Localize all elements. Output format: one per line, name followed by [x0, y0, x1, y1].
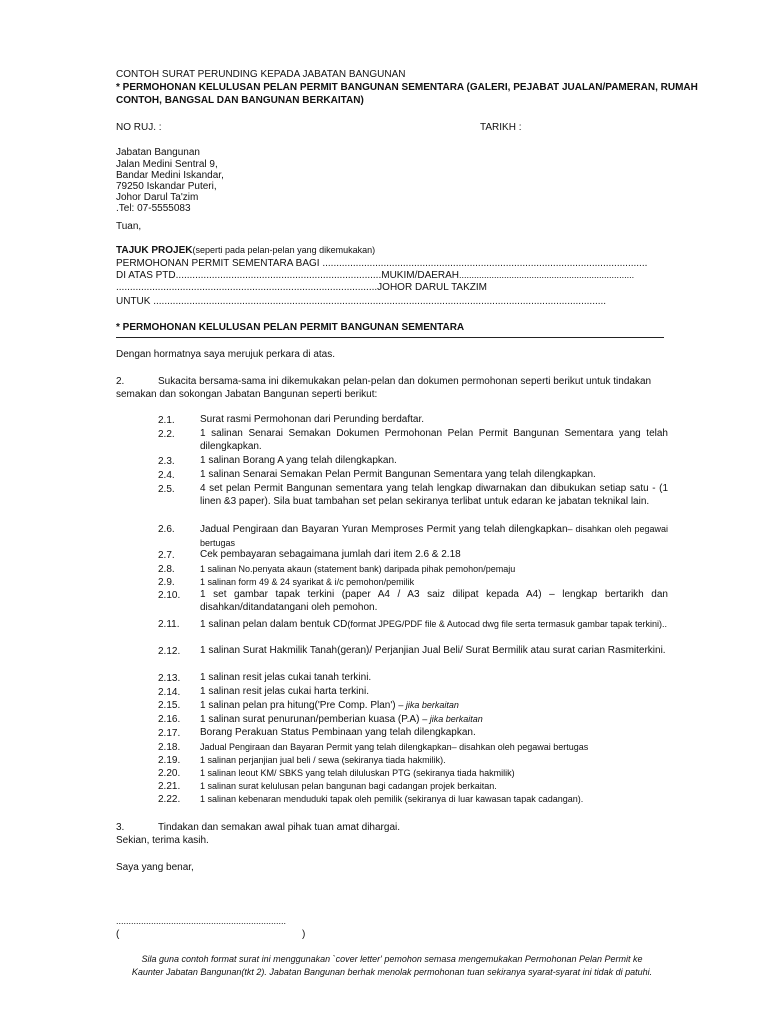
item-number: 2.4. [158, 470, 175, 481]
project-line: UNTUK ................................................................................................................................................................... [116, 296, 607, 307]
item-number: 2.10. [158, 590, 181, 601]
item-number: 2.19. [158, 755, 181, 766]
item-number: 2.3. [158, 456, 175, 467]
closing-signoff: Saya yang benar, [116, 862, 194, 873]
list-item: Cek pembayaran sebagaimana jumlah dari item 2.6 & 2.18 [200, 549, 461, 560]
project-line: PERMOHONAN PERMIT SEMENTARA BAGI ..................................................................................................................... [116, 258, 648, 269]
item-text: 1 salinan pelan pra hitung('Pre Comp. Plan') [200, 700, 399, 711]
project-line [116, 270, 634, 281]
list-item: 4 set pelan Permit Bangunan sementara yang telah lengkap diwarnakan dan dibukukan setiap satu - (1 linen &3 paper). Sila buat tambahan set pelan sekiranya terlibat untuk edaran ke jabatan teknikal lain. [200, 483, 668, 507]
paragraph-number: 2. [116, 376, 125, 387]
address-line: 79250 Iskandar Puteri, [116, 181, 217, 192]
address-line: Jabatan Bangunan [116, 147, 200, 158]
list-item: Borang Perakuan Status Pembinaan yang telah dilengkapkan. [200, 727, 476, 738]
paragraph-text: Tindakan dan semakan awal pihak tuan amat dihargai. [158, 822, 401, 833]
item-note: – jika berkaitan [422, 714, 483, 724]
item-note: – disahkan oleh pegawai bertugas [200, 524, 668, 548]
list-item [200, 699, 668, 713]
item-number: 2.15. [158, 700, 181, 711]
ref-number-label: NO RUJ. : [116, 122, 162, 133]
list-item: 1 salinan resit jelas cukai harta terkini. [200, 686, 369, 697]
paragraph-text: Sukacita bersama-sama ini dikemukakan pelan-pelan dan dokumen permohonan seperti berikut untuk tindakan [158, 376, 652, 387]
list-item: 1 set gambar tapak terkini (paper A4 / A3 saiz dilipat kepada A4) – lengkap bertarikh dan disahkan/ditandatangani oleh pemohon. [200, 589, 668, 613]
item-text: Jadual Pengiraan dan Bayaran Yuran Memproses Permit yang telah dilengkapkan [200, 524, 568, 535]
address-line: Jalan Medini Sentral 9, [116, 159, 218, 170]
item-number: 2.17. [158, 728, 181, 739]
paragraph-text: semakan dan sokongan Jabatan Bangunan seperti berikut: [116, 389, 378, 400]
footnote-line: Kaunter Jabatan Bangunan(tkt 2). Jabatan Bangunan berhak menolak permohonan tuan sekiranya syarat-syarat ini tidak di patuhi. [131, 967, 653, 977]
item-number: 2.18. [158, 742, 181, 753]
project-title-label: TAJUK PROJEK [116, 245, 193, 256]
list-item: 1 salinan leout KM/ SBKS yang telah diluluskan PTG (sekiranya tiada hakmilik) [200, 768, 515, 778]
list-item: 1 salinan Surat Hakmilik Tanah(geran)/ Perjanjian Jual Beli/ Surat Bermilik atau surat carian Rasmiterkini. [200, 645, 666, 656]
list-item [200, 523, 668, 550]
header-subject-line1: * PERMOHONAN KELULUSAN PELAN PERMIT BANGUNAN SEMENTARA (GALERI, PEJABAT JUALAN/PAMERAN, RUMAH [116, 82, 698, 93]
item-number: 2.5. [158, 484, 175, 495]
item-number: 2.13. [158, 673, 181, 684]
closing-thanks: Sekian, terima kasih. [116, 835, 209, 846]
item-number: 2.20. [158, 768, 181, 779]
list-item: 1 salinan Senarai Semakan Pelan Permit Bangunan Sementara yang telah dilengkapkan. [200, 469, 596, 480]
item-text: 1 salinan surat penurunan/pemberian kuasa (P.A) [200, 714, 423, 725]
item-number: 2.9. [158, 577, 175, 588]
list-item: 1 salinan Senarai Semakan Dokumen Permohonan Pelan Permit Bangunan Sementara yang telah dilengkapkan. [200, 428, 668, 452]
salutation: Tuan, [116, 221, 142, 232]
item-number: 2.21. [158, 781, 181, 792]
item-number: 2.7. [158, 550, 175, 561]
list-item: 1 salinan perjanjian jual beli / sewa (sekiranya tiada hakmilik). [200, 755, 446, 765]
project-line: ..............................................................................................JOHOR DARUL TAKZIM [116, 282, 487, 293]
item-number: 2.11. [158, 619, 180, 630]
project-title [116, 245, 375, 256]
item-note: (format JPEG/PDF file & Autocad dwg file serta termasuk gambar tapak terkini).. [347, 619, 667, 629]
item-number: 2.12. [158, 646, 181, 657]
list-item: 1 salinan surat kelulusan pelan bangunan bagi cadangan projek berkaitan. [200, 781, 497, 791]
list-item: 1 salinan resit jelas cukai tanah terkini. [200, 672, 372, 683]
project-district-field: ...................................................................... [459, 270, 635, 280]
address-telephone: .Tel: 07-5555083 [116, 203, 191, 214]
opening-sentence: Dengan hormatnya saya merujuk perkara di atas. [116, 349, 336, 360]
subject-divider [116, 337, 664, 338]
project-title-note: (seperti pada pelan-pelan yang dikemukakan) [192, 245, 376, 255]
item-note: – jika berkaitan [398, 700, 459, 710]
item-number: 2.14. [158, 687, 181, 698]
item-text: 1 salinan pelan dalam bentuk CD [200, 619, 348, 630]
project-lot-field: DI ATAS PTD..........................................................................MUKIM/DAERAH [116, 270, 460, 281]
list-item [200, 713, 668, 727]
item-number: 2.22. [158, 794, 181, 805]
header-subject-line2: CONTOH, BANGSAL DAN BANGUNAN BERKAITAN) [116, 95, 364, 106]
header-title: CONTOH SURAT PERUNDING KEPADA JABATAN BANGUNAN [116, 69, 406, 80]
signature-open-paren: ( [116, 929, 120, 940]
item-number: 2.8. [158, 564, 175, 575]
item-number: 2.16. [158, 714, 181, 725]
item-number: 2.2. [158, 429, 175, 440]
item-number: 2.6. [158, 524, 175, 535]
list-item: 1 salinan Borang A yang telah dilengkapkan. [200, 455, 397, 466]
item-number: 2.1. [158, 415, 175, 426]
list-item: 1 salinan kebenaran menduduki tapak oleh pemilik (sekiranya di luar kawasan tapak cadangan). [200, 794, 584, 804]
list-item: Jadual Pengiraan dan Bayaran Permit yang telah dilengkapkan– disahkan oleh pegawai bertugas [200, 742, 589, 752]
subject-heading: * PERMOHONAN KELULUSAN PELAN PERMIT BANGUNAN SEMENTARA [116, 322, 465, 333]
list-item: 1 salinan No.penyata akaun (statement bank) daripada pihak pemohon/pemaju [200, 564, 516, 574]
signature-close-paren: ) [302, 929, 306, 940]
footnote-line: Sila guna contoh format surat ini menggunakan `cover letter' pemohon semasa mengemukakan Permohonan Pelan Permit ke [141, 954, 643, 964]
address-line: Johor Darul Ta'zim [116, 192, 199, 203]
date-label: TARIKH : [480, 122, 522, 133]
paragraph-number: 3. [116, 822, 125, 833]
list-item: Surat rasmi Permohonan dari Perunding berdaftar. [200, 414, 425, 425]
address-line: Bandar Medini Iskandar, [116, 170, 224, 181]
list-item: 1 salinan form 49 & 24 syarikat & i/c pemohon/pemilik [200, 577, 415, 587]
list-item [200, 618, 668, 632]
signature-line: .................................................................... [116, 916, 287, 926]
